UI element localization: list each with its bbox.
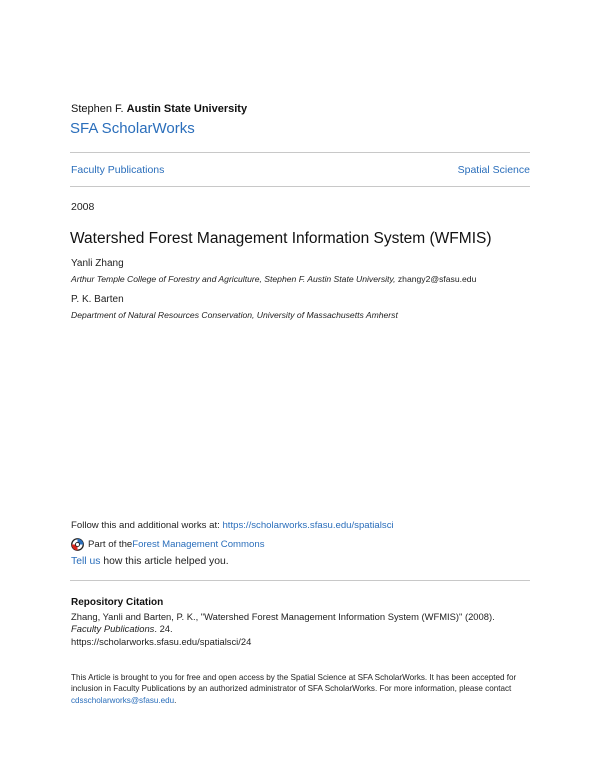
feedback-line: Tell us how this article helped you.: [71, 556, 229, 567]
citation-heading: Repository Citation: [71, 597, 164, 608]
divider: [70, 580, 530, 581]
author-affiliation: Arthur Temple College of Forestry and Agriculture, Stephen F. Austin State University, zhangy2@sfasu.edu: [71, 274, 477, 284]
follow-url-link[interactable]: https://scholarworks.sfasu.edu/spatialsci: [222, 520, 394, 531]
publication-year: 2008: [71, 201, 95, 213]
access-notice: This Article is brought to you for free and open access by the Spatial Science at SFA ScholarWorks. It has been accepted for inclusion in Faculty Publications by an authorized administrator of SFA ScholarWorks. For more information, please contact cdsscholarworks@sfasu.edu.: [71, 673, 517, 705]
author-name: P. K. Barten: [71, 294, 124, 305]
citation-url-link[interactable]: https://scholarworks.sfasu.edu/spatialsci/24: [71, 636, 252, 647]
contact-email-link[interactable]: cdsscholarworks@sfasu.edu: [71, 695, 175, 705]
network-commons-icon: [71, 538, 84, 551]
divider: [70, 186, 530, 187]
article-title: Watershed Forest Management Information System (WFMIS): [70, 230, 492, 247]
author-email: zhangy2@sfasu.edu: [397, 274, 477, 284]
part-of-line: Part of the Forest Management Commons: [71, 538, 265, 551]
author-name: Yanli Zhang: [71, 258, 124, 269]
university-name: Stephen F. Austin State University: [71, 103, 248, 115]
repository-link[interactable]: SFA ScholarWorks: [70, 120, 195, 137]
collection-link[interactable]: Faculty Publications: [71, 164, 165, 176]
tell-us-link[interactable]: Tell us: [71, 556, 101, 567]
commons-link[interactable]: Forest Management Commons: [132, 539, 265, 550]
citation-text: Zhang, Yanli and Barten, P. K., "Watershed Forest Management Information System (WFMIS)" (2008).: [71, 611, 495, 622]
author-affiliation: Department of Natural Resources Conservation, University of Massachusetts Amherst: [71, 310, 398, 320]
department-link[interactable]: Spatial Science: [457, 164, 530, 176]
follow-line: Follow this and additional works at: https://scholarworks.sfasu.edu/spatialsci: [71, 520, 394, 531]
citation-source: Faculty Publications. 24.: [71, 623, 173, 634]
divider: [70, 152, 530, 153]
